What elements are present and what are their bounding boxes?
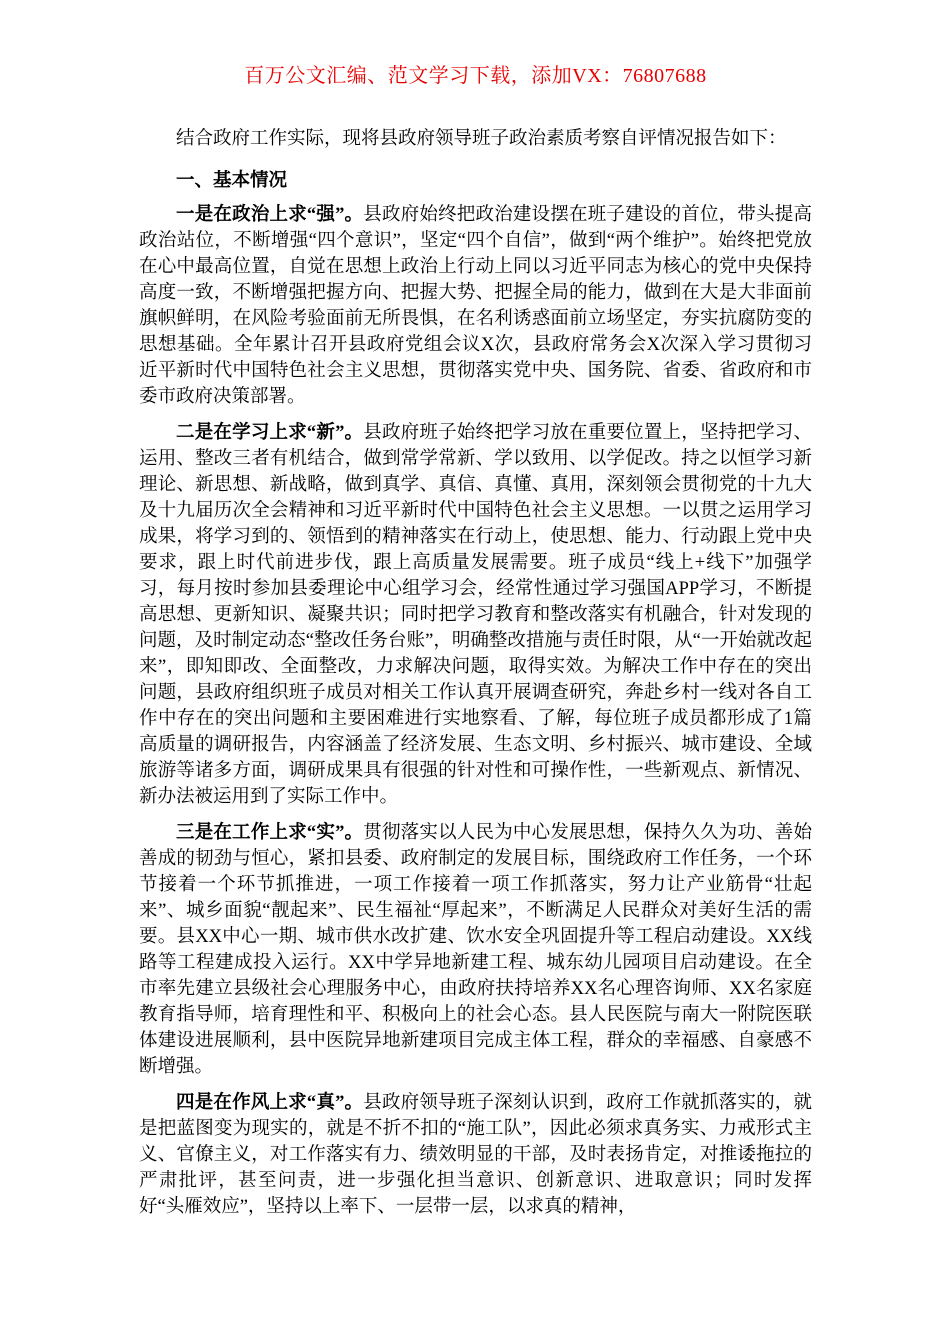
paragraph-work-lead: 三是在工作上求“实”。 [176, 823, 364, 843]
paragraph-politics [139, 202, 812, 410]
paragraph-politics-body: 县政府始终把政治建设摆在班子建设的首位，带头提高政治站位，不断增强“四个意识”，坚定“四个自信”，做到“两个维护”。始终把党放在心中最高位置，自觉在思想上政治上行动上同以习近平同志为核心的党中央保持高度一致，不断增强把握方向、把握大势、把握全局的能力，做到在大是大非面前旗帜鲜明，在风险考验面前无所畏惧，在名利诱惑面前立场坚定，夯实抗腐防变的思想基础。全年累计召开县政府党组会议X次，县政府常务会X次深入学习贯彻习近平新时代中国特色社会主义思想，贯彻落实党中央、国务院、省委、省政府和市委市政府决策部署。 [139, 205, 812, 407]
paragraph-work [139, 820, 812, 1080]
paragraph-study-lead: 二是在学习上求“新”。 [176, 423, 364, 443]
paragraph-style-lead: 四是在作风上求“真”。 [176, 1093, 364, 1113]
promo-header-text: 百万公文汇编、范文学习下载，添加VX：76807688 [244, 65, 707, 87]
paragraph-work-body: 贯彻落实以人民为中心发展思想，保持久久为功、善始善成的韧劲与恒心，紧扣县委、政府制定的发展目标，围绕政府工作任务，一个环节接着一个环节抓推进，一项工作接着一项工作抓落实，努力让产业筋骨“壮起来”、城乡面貌“靓起来”、民生福祉“厚起来”，不断满足人民群众对美好生活的需要。县XX中心一期、城市供水改扩建、饮水安全巩固提升等工程启动建设。XX线路等工程建成投入运行。XX中学异地新建工程、城东幼儿园项目启动建设。在全市率先建立县级社会心理服务中心，由政府扶持培养XX名心理咨询师、XX名家庭教育指导师，培育理性和平、积极向上的社会心态。县人民医院与南大一附院医联体建设进展顺利，县中医院异地新建项目完成主体工程，群众的幸福感、自豪感不断增强。 [139, 823, 812, 1077]
paragraph-style [139, 1090, 812, 1220]
paragraph-study-body: 县政府班子始终把学习放在重要位置上，坚持把学习、运用、整改三者有机结合，做到常学常新、学以致用、以学促改。持之以恒学习新理论、新思想、新战略，做到真学、真信、真懂、真用，深刻领会贯彻党的十九大及十九届历次全会精神和习近平新时代中国特色社会主义思想。一以贯之运用学习成果，将学习到的、领悟到的精神落实在行动上，使思想、能力、行动跟上党中央要求，跟上时代前进步伐，跟上高质量发展需要。班子成员“线上+线下”加强学习，每月按时参加县委理论中心组学习会，经常性通过学习强国APP学习，不断提高思想、更新知识、凝聚共识；同时把学习教育和整改落实有机融合，针对发现的问题，及时制定动态“整改任务台账”，明确整改措施与责任时限，从“一开始就改起来”，即知即改、全面整改，力求解决问题，取得实效。为解决工作中存在的突出问题，县政府组织班子成员对相关工作认真开展调查研究，奔赴乡村一线对各自工作中存在的突出问题和主要困难进行实地察看、了解，每位班子成员都形成了1篇高质量的调研报告，内容涵盖了经济发展、生态文明、乡村振兴、城市建设、全域旅游等诸多方面，调研成果具有很强的针对性和可操作性，一些新观点、新情况、新办法被运用到了实际工作中。 [139, 423, 812, 807]
paragraph-style-body: 县政府领导班子深刻认识到，政府工作就抓落实的，就是把蓝图变为现实的，就是不折不扣的“施工队”，因此必须求真务实、力戒形式主义、官僚主义，对工作落实有力、绩效明显的干部，及时表扬肯定，对推诿拖拉的严肃批评，甚至问责，进一步强化担当意识、创新意识、进取意识；同时发挥好“头雁效应”，坚持以上率下、一层带一层，以求真的精神， [139, 1093, 812, 1217]
paragraph-study [139, 420, 812, 810]
section-heading: 一、基本情况 [176, 171, 288, 191]
intro-paragraph: 结合政府工作实际，现将县政府领导班子政治素质考察自评情况报告如下： [176, 129, 787, 149]
paragraph-politics-lead: 一是在政治上求“强”。 [176, 205, 364, 225]
